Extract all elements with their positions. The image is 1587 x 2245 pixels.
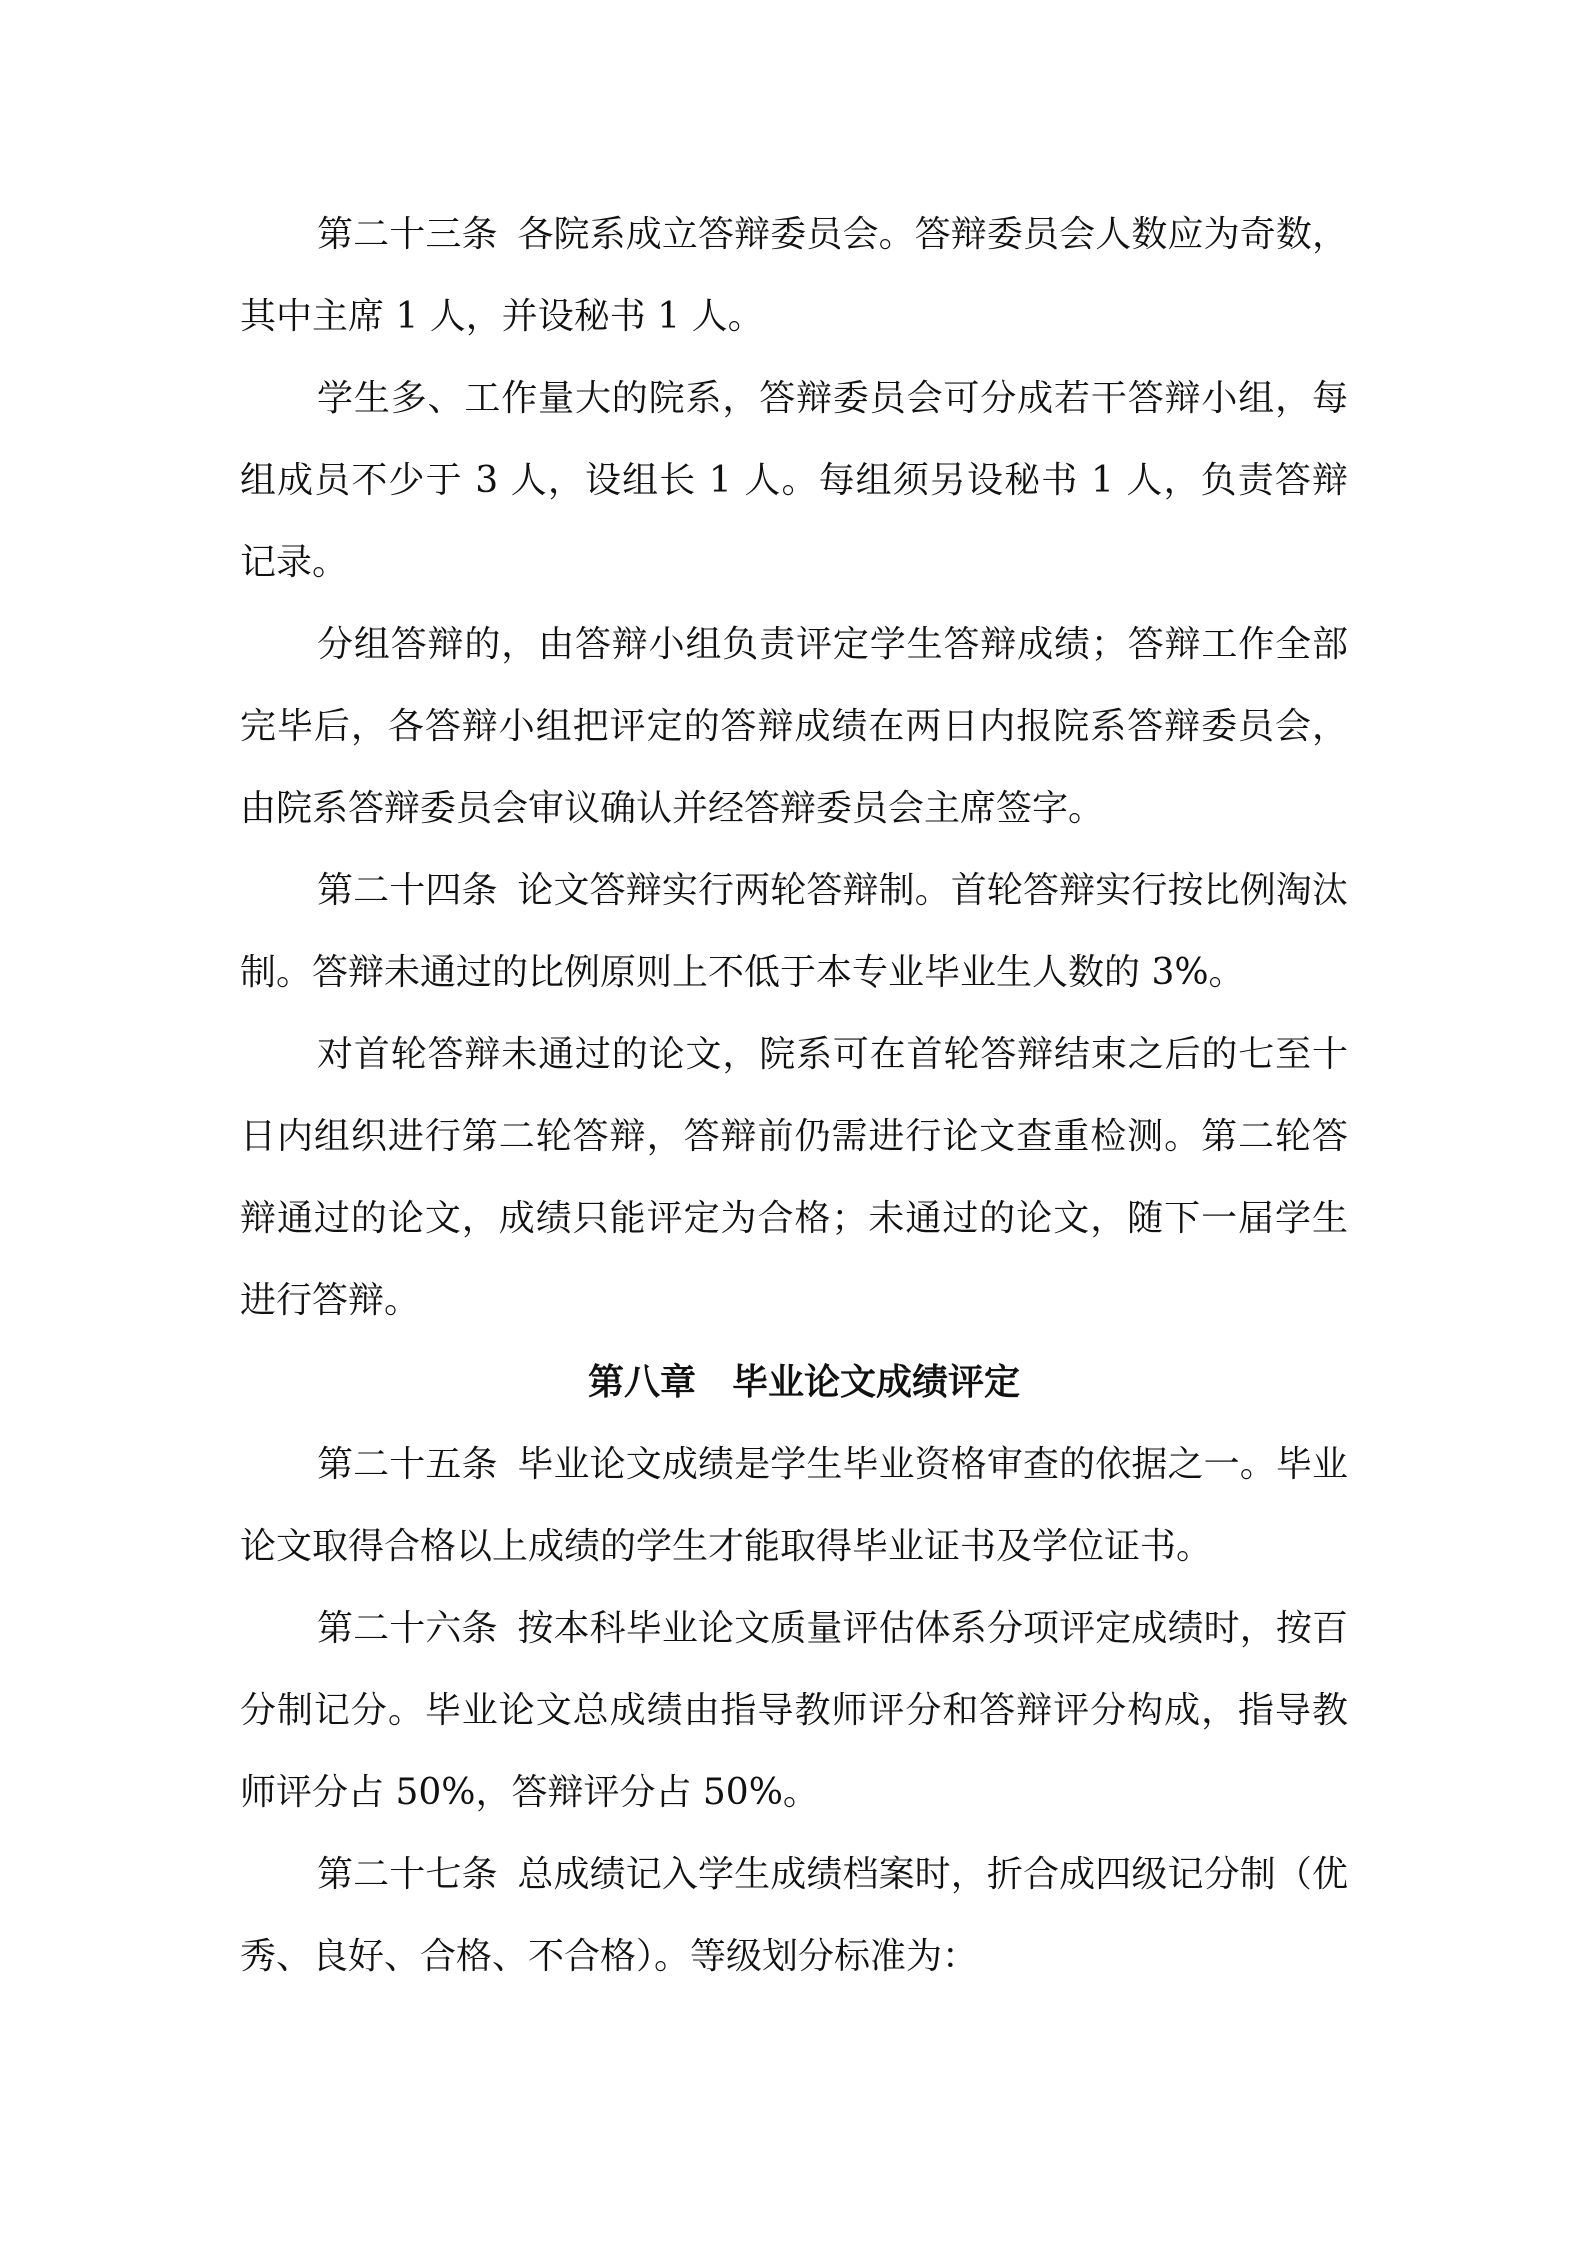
article-23 xyxy=(240,194,1348,358)
article-27 xyxy=(240,1834,1348,1998)
paragraph-second-round: 对首轮答辩未通过的论文，院系可在首轮答辩结束之后的七至十日内组织进行第二轮答辩，答辩前仍需进行论文查重检测。第二轮答辩通过的论文，成绩只能评定为合格；未通过的论文，随下一届学生进行答辩。 xyxy=(240,1034,1348,1321)
article-23-label: 第二十三条 xyxy=(317,214,498,255)
paragraph-group-grading: 分组答辩的，由答辩小组负责评定学生答辩成绩；答辩工作全部完毕后，各答辩小组把评定的答辩成绩在两日内报院系答辩委员会，由院系答辩委员会审议确认并经答辩委员会主席签字。 xyxy=(240,624,1348,829)
article-26-text: 按本科毕业论文质量评估体系分项评定成绩时，按百分制记分。毕业论文总成绩由指导教师评分和答辩评分构成，指导教师评分占 50%，答辩评分占 50%。 xyxy=(240,1608,1348,1813)
article-24 xyxy=(240,850,1348,1014)
article-26-label: 第二十六条 xyxy=(317,1608,498,1649)
article-25-text: 毕业论文成绩是学生毕业资格审查的依据之一。毕业论文取得合格以上成绩的学生才能取得毕业证书及学位证书。 xyxy=(240,1444,1348,1567)
chapter-8-title: 第八章 毕业论文成绩评定 xyxy=(587,1362,1020,1403)
article-24-text: 论文答辩实行两轮答辩制。首轮答辩实行按比例淘汰制。答辩未通过的比例原则上不低于本专业毕业生人数的 3%。 xyxy=(240,870,1348,993)
article-27-label: 第二十七条 xyxy=(317,1854,498,1895)
article-26 xyxy=(240,1588,1348,1834)
article-25 xyxy=(240,1424,1348,1588)
article-23-text: 各院系成立答辩委员会。答辩委员会人数应为奇数，其中主席 1 人，并设秘书 1 人。 xyxy=(240,214,1348,337)
article-24-label: 第二十四条 xyxy=(317,870,498,911)
paragraph-defense-groups: 学生多、工作量大的院系，答辩委员会可分成若干答辩小组，每组成员不少于 3 人，设组长 1 人。每组须另设秘书 1 人，负责答辩记录。 xyxy=(240,378,1348,583)
document-body xyxy=(240,194,1348,1998)
article-27-text: 总成绩记入学生成绩档案时，折合成四级记分制（优秀、良好、合格、不合格）。等级划分标准为： xyxy=(240,1854,1348,1977)
article-25-label: 第二十五条 xyxy=(317,1444,498,1485)
